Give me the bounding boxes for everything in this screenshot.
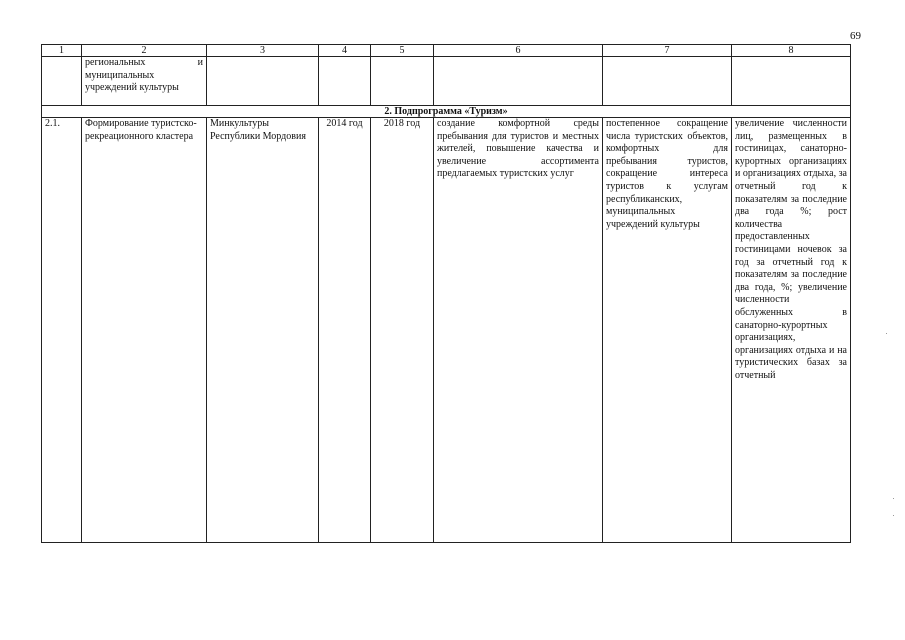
consequences-cell: постепенное сокращение числа туристских объектов, комфортных для пребывания туристов, сокращение интереса туристов к услугам республиканских, муниципальных учреждений культуры: [603, 118, 732, 543]
column-number-cell: 2: [82, 45, 207, 57]
column-number-cell: 6: [434, 45, 603, 57]
continuation-row: [42, 57, 851, 106]
row-number-cell: 2.1.: [42, 118, 82, 543]
column-number-cell: 5: [371, 45, 434, 57]
table-cell: [42, 57, 82, 106]
column-number-cell: 3: [207, 45, 319, 57]
table-cell: [319, 57, 371, 106]
column-number-cell: 7: [603, 45, 732, 57]
expected-result-cell: создание комфортной среды пребывания для туристов и местных жителей, повышение качества и увеличение ассортимента предлагаемых туристских услуг: [434, 118, 603, 543]
table-cell: [434, 57, 603, 106]
column-number-cell: 8: [732, 45, 851, 57]
scan-artifact: [886, 333, 887, 334]
executor-cell: Минкультуры Республики Мордовия: [207, 118, 319, 543]
indicators-cell: увеличение численности лиц, размещенных в гостиницах, санаторно-курортных организациях и организациях отдыха, за отчетный год к показателям за последние два года %; рост количества предоставленных гостиницами ночевок за год за отчетный год к показателям за последние два года, %; увеличение численности обслуженных в санаторно-курортных организациях, организациях отдыха и на туристических базах за отчетный: [732, 118, 851, 543]
start-year-cell: 2014 год: [319, 118, 371, 543]
table-row: [42, 118, 851, 543]
table-cell: [732, 57, 851, 106]
section-header-row: [42, 106, 851, 118]
scan-artifact: [893, 515, 894, 516]
continuation-measure-cell: региональных и муниципальных учреждений культуры: [82, 57, 207, 106]
column-number-row: [42, 45, 851, 57]
measure-cell: Формирование туристско-рекреационного кластера: [82, 118, 207, 543]
column-number-cell: 1: [42, 45, 82, 57]
table-cell: [207, 57, 319, 106]
page-number: 69: [850, 30, 861, 42]
column-number-cell: 4: [319, 45, 371, 57]
table-cell: [371, 57, 434, 106]
scan-artifact: [893, 498, 894, 499]
end-year-cell: 2018 год: [371, 118, 434, 543]
section-title: 2. Подпрограмма «Туризм»: [42, 106, 851, 118]
table-cell: [603, 57, 732, 106]
plan-table: [41, 44, 851, 543]
